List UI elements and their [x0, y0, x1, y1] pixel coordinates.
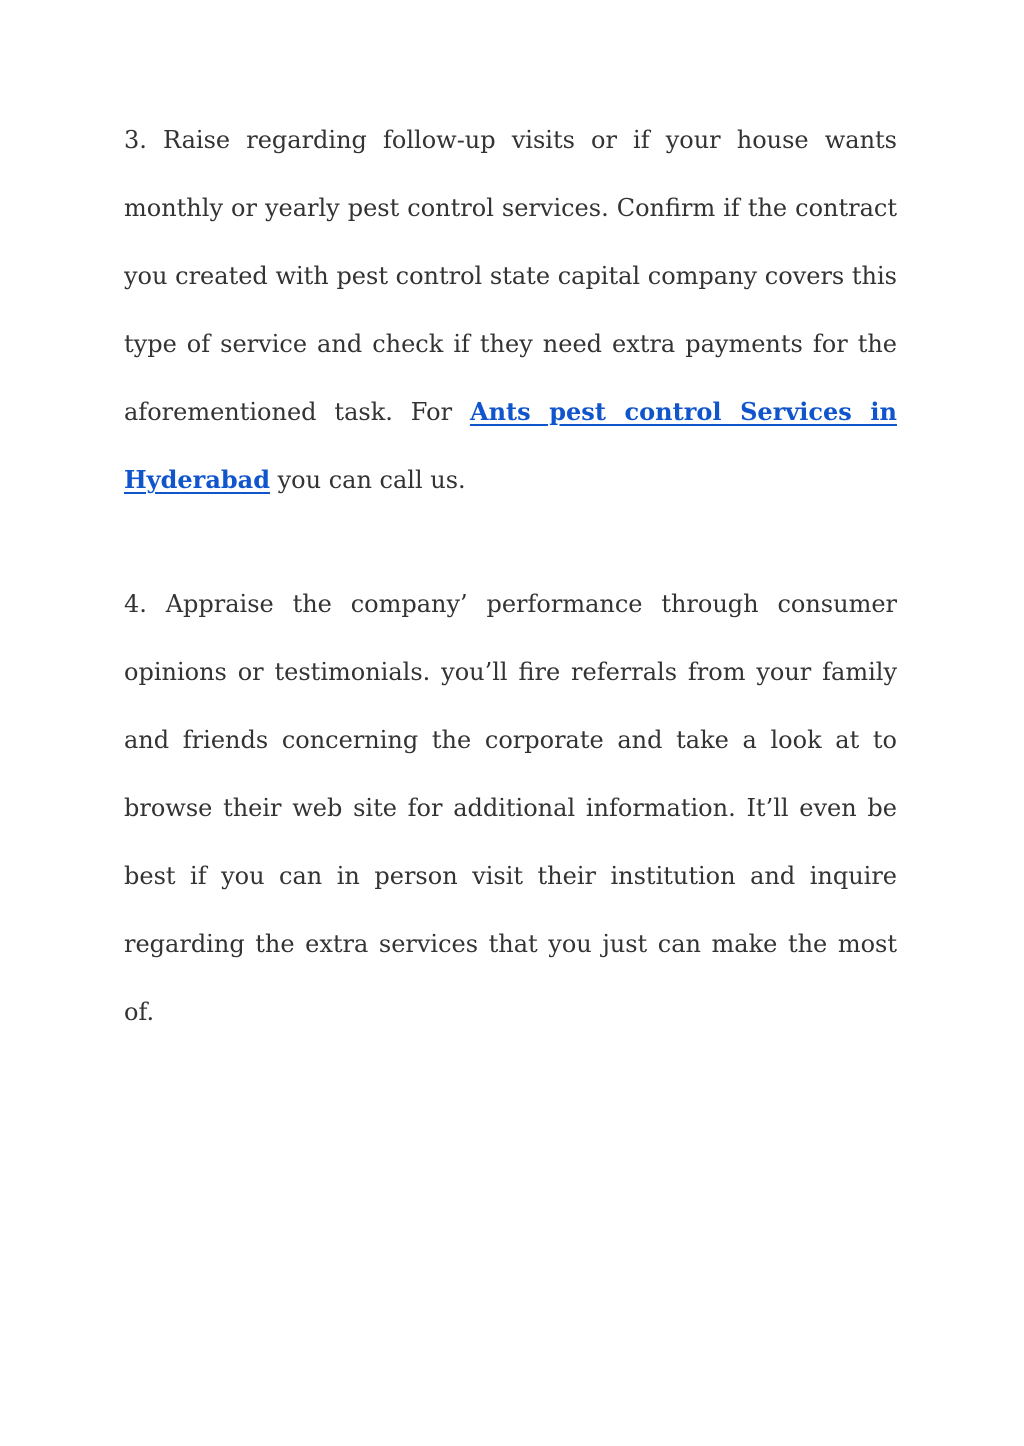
paragraph-4: 4. Appraise the company’ performance through consumer opinions or testimonials. you’ll fire referrals from your family and friends concerning the corporate and take a look at to browse their web site for additional information. It’ll even be best if you can in person visit their institution and inquire regarding the extra services that you just can make the most of. — [124, 590, 897, 1026]
document-body — [124, 106, 897, 1046]
paragraph-3 — [124, 106, 897, 514]
ants-pest-control-link[interactable]: Ants pest control Services in Hyderabad — [124, 397, 897, 494]
paragraph-3-text-after: you can call us. — [269, 466, 466, 494]
paragraph-3-text-before: 3. Raise regarding follow-up visits or if your house wants monthly or yearly pest control services. Confirm if the contract you created with pest control state capital company covers this type of service and check if they need extra payments for the aforementioned task. For — [124, 126, 897, 426]
